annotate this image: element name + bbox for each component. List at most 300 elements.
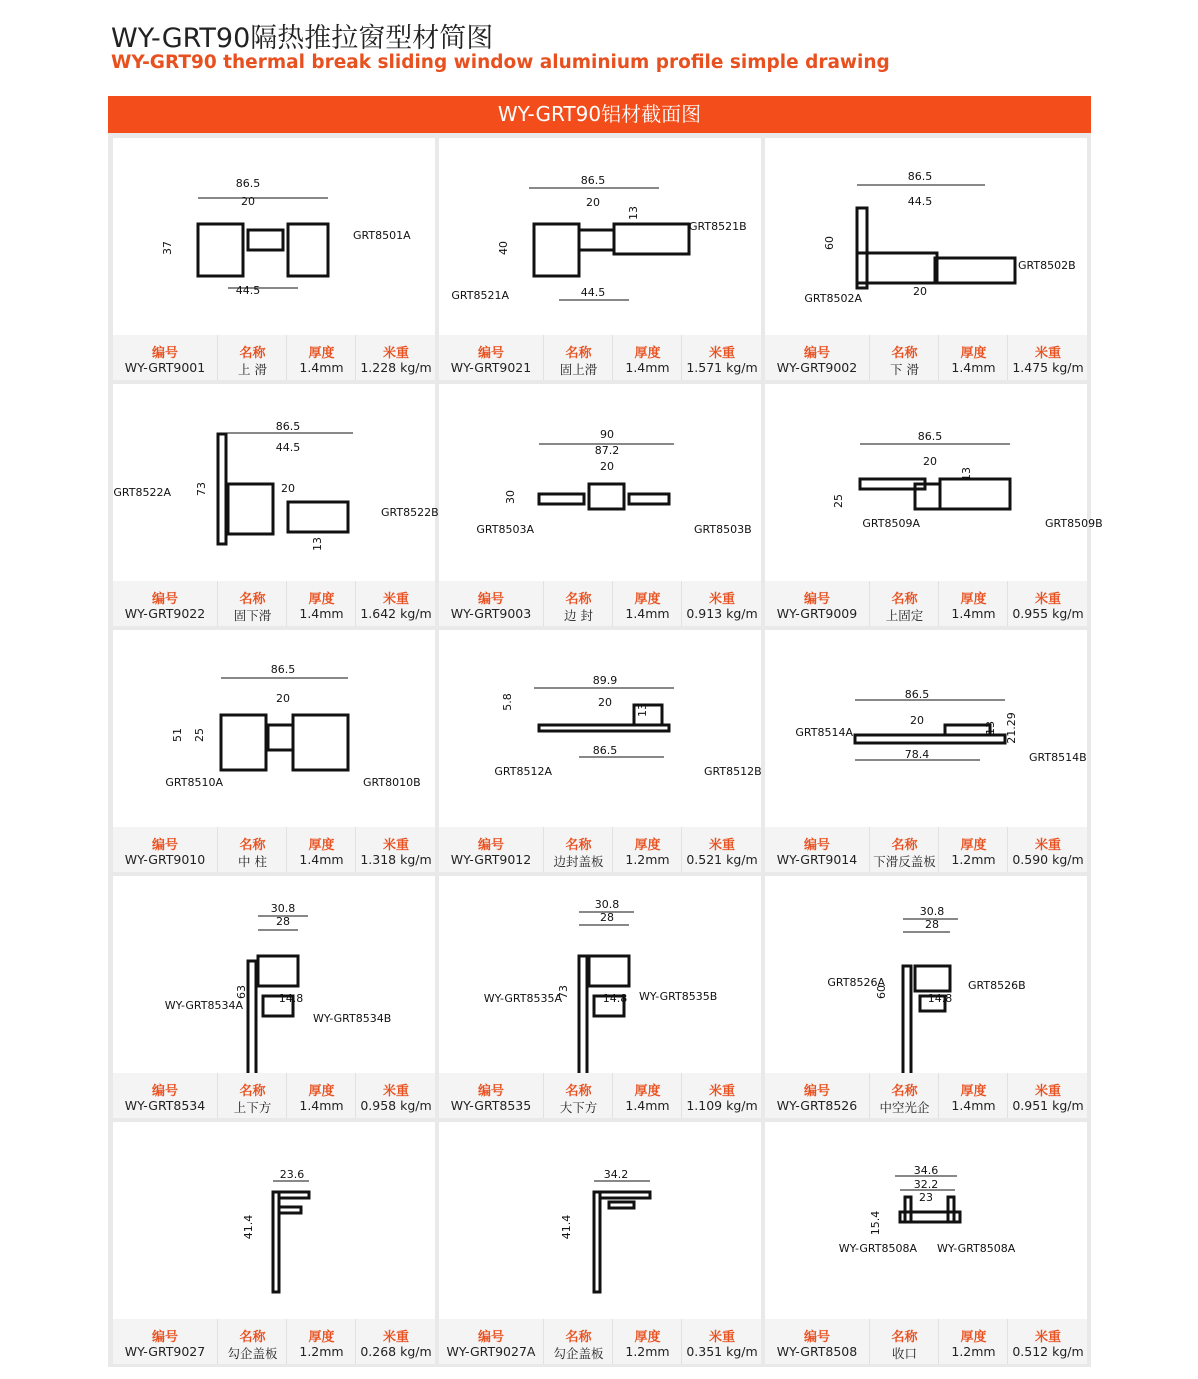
part-code-label: GRT8503B xyxy=(694,523,752,536)
profile-card xyxy=(439,384,761,626)
spec-cell-code xyxy=(113,335,217,380)
spec-header-weight: 米重 xyxy=(1034,346,1061,361)
spec-value-name: 中 柱 xyxy=(238,854,267,869)
spec-cell-thickness xyxy=(612,1073,682,1118)
spec-value-thickness: 1.4mm xyxy=(299,852,344,867)
spec-value-thickness: 1.4mm xyxy=(299,1098,344,1113)
part-code-label: GRT8521A xyxy=(451,289,509,302)
spec-table xyxy=(113,1073,435,1118)
profile-shape xyxy=(903,966,911,1076)
spec-table xyxy=(439,335,761,380)
dimension-label: 37 xyxy=(161,241,174,255)
spec-cell-weight xyxy=(355,1319,436,1364)
spec-value-name: 中空光企 xyxy=(879,1100,930,1115)
spec-value-code: WY-GRT9009 xyxy=(776,606,858,621)
spec-value-thickness: 1.2mm xyxy=(625,1344,670,1359)
dimension-label: 86.5 xyxy=(235,177,261,190)
spec-header-weight: 米重 xyxy=(1034,1084,1061,1099)
spec-header-thickness: 厚度 xyxy=(960,1084,987,1099)
spec-cell-name xyxy=(543,581,613,626)
spec-header-weight: 米重 xyxy=(708,1330,735,1345)
dimension-label: 20 xyxy=(241,195,255,208)
spec-cell-weight xyxy=(355,581,436,626)
spec-value-thickness: 1.4mm xyxy=(625,606,670,621)
spec-value-code: WY-GRT8526 xyxy=(776,1098,858,1113)
spec-value-thickness: 1.2mm xyxy=(951,1344,996,1359)
dimension-label: 30.8 xyxy=(919,905,945,918)
dimension-label: 86.5 xyxy=(904,688,930,701)
spec-value-thickness: 1.4mm xyxy=(299,360,344,375)
profile-card xyxy=(439,630,761,872)
profile-card xyxy=(113,1122,435,1364)
profile-card xyxy=(765,630,1087,872)
dimension-label: 89.9 xyxy=(592,674,618,687)
spec-header-weight: 米重 xyxy=(382,1330,409,1345)
dimension-label: 28 xyxy=(276,915,290,928)
spec-table xyxy=(113,581,435,626)
profile-shape xyxy=(218,434,226,544)
profile-card xyxy=(765,384,1103,626)
spec-value-thickness: 1.2mm xyxy=(625,852,670,867)
profile-drawing xyxy=(765,876,1087,1073)
spec-cell-name xyxy=(217,827,287,872)
spec-cell-thickness xyxy=(938,1073,1008,1118)
spec-cell-code xyxy=(113,827,217,872)
spec-header-thickness: 厚度 xyxy=(960,346,987,361)
spec-value-name: 边 封 xyxy=(564,608,593,623)
spec-value-name: 勾企盖板 xyxy=(553,1346,604,1361)
spec-cell-thickness xyxy=(612,827,682,872)
profile-shape xyxy=(935,258,1015,283)
dimension-label: 51 xyxy=(171,728,184,742)
spec-header-thickness: 厚度 xyxy=(308,1084,335,1099)
part-code-label: WY-GRT8508A xyxy=(937,1242,1016,1255)
part-code-label: GRT8521B xyxy=(689,220,747,233)
dimension-label: 44.5 xyxy=(275,441,301,454)
part-code-label: GRT8501A xyxy=(353,229,411,242)
dimension-label: 25 xyxy=(193,728,206,742)
profile-card xyxy=(439,1122,761,1364)
profile-shape xyxy=(288,224,328,276)
page-subtitle: WY-GRT90 thermal break sliding window aluminium profile simple drawing xyxy=(111,52,890,73)
dimension-label: 34.2 xyxy=(603,1168,629,1181)
dimension-label: 20 xyxy=(913,285,927,298)
profile-shape xyxy=(539,494,584,504)
dimension-label: 15.4 xyxy=(869,1210,882,1236)
profile-drawing xyxy=(765,384,1103,581)
dimension-label: 13 xyxy=(627,206,640,220)
dimension-label: 5.8 xyxy=(501,693,514,711)
dimension-label: 20 xyxy=(923,455,937,468)
spec-cell-code xyxy=(439,581,543,626)
dimension-label: 63 xyxy=(235,985,248,999)
spec-cell-code xyxy=(765,827,869,872)
part-code-label: GRT8502B xyxy=(1018,259,1076,272)
spec-header-name: 名称 xyxy=(891,346,918,361)
part-code-label: GRT8509A xyxy=(862,517,920,530)
spec-value-code: WY-GRT9021 xyxy=(450,360,532,375)
spec-header-name: 名称 xyxy=(891,1084,918,1099)
spec-value-code: WY-GRT9027A xyxy=(446,1344,536,1359)
dimension-label: 60 xyxy=(823,236,836,250)
spec-header-thickness: 厚度 xyxy=(308,838,335,853)
spec-header-name: 名称 xyxy=(891,592,918,607)
profile-drawing xyxy=(765,1122,1087,1319)
spec-header-weight: 米重 xyxy=(382,592,409,607)
spec-value-weight: 0.351 kg/m xyxy=(686,1344,758,1359)
spec-value-name: 大下方 xyxy=(559,1100,598,1115)
spec-header-thickness: 厚度 xyxy=(960,838,987,853)
dimension-label: 20 xyxy=(910,714,924,727)
spec-cell-name xyxy=(869,335,939,380)
profile-shape xyxy=(534,224,579,276)
profile-shape xyxy=(221,715,266,770)
spec-header-weight: 米重 xyxy=(708,592,735,607)
spec-header-name: 名称 xyxy=(239,1330,266,1345)
spec-header-name: 名称 xyxy=(239,1084,266,1099)
spec-cell-weight xyxy=(355,1073,436,1118)
spec-cell-name xyxy=(217,335,287,380)
profile-shape xyxy=(857,253,937,283)
spec-header-code: 编号 xyxy=(803,592,830,607)
spec-header-name: 名称 xyxy=(565,346,592,361)
spec-cell-weight xyxy=(681,827,762,872)
spec-cell-name xyxy=(543,1319,613,1364)
profile-shape xyxy=(614,224,689,254)
spec-cell-code xyxy=(439,1073,543,1118)
spec-header-name: 名称 xyxy=(565,592,592,607)
spec-value-name: 收口 xyxy=(891,1346,917,1361)
spec-header-thickness: 厚度 xyxy=(308,592,335,607)
spec-value-weight: 0.512 kg/m xyxy=(1012,1344,1084,1359)
spec-value-name: 边封盖板 xyxy=(553,854,604,869)
spec-table xyxy=(765,1319,1087,1364)
spec-value-thickness: 1.4mm xyxy=(951,360,996,375)
spec-cell-weight xyxy=(681,335,762,380)
spec-value-thickness: 1.2mm xyxy=(951,852,996,867)
spec-header-name: 名称 xyxy=(239,838,266,853)
spec-table xyxy=(765,827,1087,872)
dimension-label: 30.8 xyxy=(270,902,296,915)
profile-shape xyxy=(293,715,348,770)
spec-cell-code xyxy=(765,335,869,380)
profile-drawing xyxy=(439,876,761,1073)
spec-cell-name xyxy=(543,335,613,380)
spec-value-weight: 0.955 kg/m xyxy=(1012,606,1084,621)
spec-table xyxy=(113,827,435,872)
spec-header-name: 名称 xyxy=(891,1330,918,1345)
spec-value-name: 固下滑 xyxy=(233,608,272,623)
spec-cell-name xyxy=(869,1073,939,1118)
spec-cell-weight xyxy=(681,581,762,626)
profile-shape xyxy=(248,961,256,1081)
spec-cell-code xyxy=(765,1319,869,1364)
spec-cell-weight xyxy=(355,335,436,380)
spec-value-thickness: 1.4mm xyxy=(951,1098,996,1113)
profile-grid xyxy=(108,133,1103,1367)
page-title: WY-GRT90隔热推拉窗型材简图 xyxy=(111,23,494,54)
spec-value-name: 固上滑 xyxy=(559,362,598,377)
spec-cell-weight xyxy=(355,827,436,872)
spec-cell-weight xyxy=(1007,1319,1088,1364)
profile-card xyxy=(439,138,761,380)
part-code-label: WY-GRT8535A xyxy=(483,992,562,1005)
spec-header-name: 名称 xyxy=(565,838,592,853)
dimension-label: 41.4 xyxy=(560,1214,573,1240)
dimension-label: 78.4 xyxy=(904,748,930,761)
dimension-label: 13 xyxy=(636,703,649,717)
spec-value-code: WY-GRT9001 xyxy=(124,360,206,375)
profile-shape xyxy=(940,479,1010,509)
spec-value-weight: 1.475 kg/m xyxy=(1012,360,1084,375)
spec-cell-thickness xyxy=(286,335,356,380)
spec-value-code: WY-GRT9027 xyxy=(124,1344,206,1359)
profile-drawing xyxy=(113,384,439,581)
spec-table xyxy=(439,1319,761,1364)
dimension-label: 60 xyxy=(875,985,888,999)
profile-shape xyxy=(279,1207,301,1213)
spec-header-weight: 米重 xyxy=(382,1084,409,1099)
dimension-label: 86.5 xyxy=(592,744,618,757)
profile-drawing xyxy=(113,876,435,1073)
spec-value-code: WY-GRT9022 xyxy=(124,606,206,621)
spec-value-weight: 1.109 kg/m xyxy=(686,1098,758,1113)
spec-cell-thickness xyxy=(286,827,356,872)
spec-header-thickness: 厚度 xyxy=(960,1330,987,1345)
spec-value-weight: 0.951 kg/m xyxy=(1012,1098,1084,1113)
spec-header-thickness: 厚度 xyxy=(308,346,335,361)
dimension-label: 44.5 xyxy=(907,195,933,208)
spec-cell-name xyxy=(869,1319,939,1364)
spec-cell-name xyxy=(869,581,939,626)
spec-header-name: 名称 xyxy=(891,838,918,853)
spec-value-name: 上固定 xyxy=(885,608,924,623)
spec-cell-name xyxy=(217,1073,287,1118)
spec-header-code: 编号 xyxy=(151,838,178,853)
profile-shape xyxy=(579,956,587,1086)
dimension-label: 32.2 xyxy=(913,1178,939,1191)
spec-table xyxy=(765,581,1087,626)
spec-cell-thickness xyxy=(286,1073,356,1118)
part-code-label: GRT8010B xyxy=(363,776,421,789)
dimension-label: 86.5 xyxy=(270,663,296,676)
dimension-label: 28 xyxy=(600,911,614,924)
spec-value-weight: 0.268 kg/m xyxy=(360,1344,432,1359)
spec-cell-weight xyxy=(1007,1073,1088,1118)
spec-header-code: 编号 xyxy=(477,1084,504,1099)
spec-header-thickness: 厚度 xyxy=(634,1084,661,1099)
spec-cell-thickness xyxy=(286,1319,356,1364)
profile-drawing xyxy=(439,1122,761,1319)
dimension-label: 20 xyxy=(600,460,614,473)
spec-header-thickness: 厚度 xyxy=(634,592,661,607)
profile-shape xyxy=(948,1197,954,1222)
spec-header-code: 编号 xyxy=(151,1084,178,1099)
dimension-label: 14.8 xyxy=(927,992,953,1005)
part-code-label: GRT8514A xyxy=(795,726,853,739)
dimension-label: 41.4 xyxy=(242,1214,255,1240)
spec-header-code: 编号 xyxy=(803,1084,830,1099)
spec-cell-code xyxy=(113,1073,217,1118)
dimension-label: 44.5 xyxy=(580,286,606,299)
spec-header-weight: 米重 xyxy=(1034,838,1061,853)
spec-value-thickness: 1.4mm xyxy=(951,606,996,621)
spec-cell-code xyxy=(113,581,217,626)
profile-drawing xyxy=(439,384,761,581)
spec-value-code: WY-GRT9010 xyxy=(124,852,206,867)
spec-cell-thickness xyxy=(286,581,356,626)
spec-value-code: WY-GRT9012 xyxy=(450,852,532,867)
profile-card xyxy=(113,384,439,626)
spec-value-code: WY-GRT8535 xyxy=(450,1098,532,1113)
profile-card xyxy=(113,876,435,1118)
spec-value-code: WY-GRT8508 xyxy=(776,1344,858,1359)
profile-shape xyxy=(288,502,348,532)
spec-cell-name xyxy=(217,581,287,626)
spec-cell-name xyxy=(217,1319,287,1364)
spec-cell-code xyxy=(113,1319,217,1364)
dimension-label: 73 xyxy=(195,482,208,496)
dimension-label: 73 xyxy=(557,985,570,999)
spec-header-code: 编号 xyxy=(477,1330,504,1345)
spec-header-code: 编号 xyxy=(803,346,830,361)
spec-cell-weight xyxy=(681,1319,762,1364)
spec-table xyxy=(439,1073,761,1118)
spec-cell-weight xyxy=(1007,581,1088,626)
spec-cell-code xyxy=(765,1073,869,1118)
dimension-label: 86.5 xyxy=(275,420,301,433)
spec-cell-name xyxy=(543,1073,613,1118)
profile-card xyxy=(765,138,1087,380)
dimension-label: 20 xyxy=(276,692,290,705)
dimension-label: 86.5 xyxy=(917,430,943,443)
spec-header-name: 名称 xyxy=(239,346,266,361)
part-code-label: GRT8503A xyxy=(476,523,534,536)
part-code-label: GRT8509B xyxy=(1045,517,1103,530)
spec-header-thickness: 厚度 xyxy=(634,346,661,361)
spec-header-weight: 米重 xyxy=(708,346,735,361)
spec-header-weight: 米重 xyxy=(1034,1330,1061,1345)
dimension-label: 30.8 xyxy=(594,898,620,911)
spec-header-code: 编号 xyxy=(151,1330,178,1345)
spec-cell-weight xyxy=(1007,335,1088,380)
spec-cell-code xyxy=(765,581,869,626)
spec-value-weight: 1.642 kg/m xyxy=(360,606,432,621)
spec-value-weight: 0.590 kg/m xyxy=(1012,852,1084,867)
section-banner: WY-GRT90铝材截面图 xyxy=(108,96,1091,133)
thermal-strip xyxy=(248,230,283,250)
dimension-label: 20 xyxy=(586,196,600,209)
profile-shape xyxy=(198,224,243,276)
spec-table xyxy=(439,827,761,872)
spec-cell-thickness xyxy=(612,581,682,626)
spec-cell-code xyxy=(439,335,543,380)
dimension-label: 34.6 xyxy=(913,1164,939,1177)
dimension-label: 14.8 xyxy=(278,992,304,1005)
spec-header-code: 编号 xyxy=(477,838,504,853)
profile-shape xyxy=(600,1192,650,1198)
spec-value-thickness: 1.4mm xyxy=(625,1098,670,1113)
spec-value-thickness: 1.4mm xyxy=(299,606,344,621)
spec-table xyxy=(765,335,1087,380)
dimension-label: 90 xyxy=(600,428,614,441)
profile-shape xyxy=(258,956,298,986)
dimension-label: 21.29 xyxy=(1005,712,1018,744)
profile-drawing xyxy=(439,630,761,827)
spec-cell-thickness xyxy=(938,581,1008,626)
dimension-label: 13 xyxy=(311,537,324,551)
dimension-label: 20 xyxy=(281,482,295,495)
profile-card xyxy=(439,876,761,1118)
dimension-label: 40 xyxy=(497,241,510,255)
spec-header-weight: 米重 xyxy=(1034,592,1061,607)
spec-header-code: 编号 xyxy=(803,1330,830,1345)
spec-value-code: WY-GRT9014 xyxy=(776,852,858,867)
spec-header-weight: 米重 xyxy=(382,346,409,361)
spec-value-name: 下滑反盖板 xyxy=(873,854,936,869)
profile-drawing xyxy=(113,1122,435,1319)
profile-shape xyxy=(629,494,669,504)
dimension-label: 13 xyxy=(960,467,973,481)
spec-cell-name xyxy=(543,827,613,872)
dimension-label: 44.5 xyxy=(235,284,261,297)
spec-cell-thickness xyxy=(612,1319,682,1364)
spec-value-weight: 1.228 kg/m xyxy=(360,360,432,375)
profile-shape xyxy=(915,966,950,991)
profile-drawing xyxy=(439,138,761,335)
spec-table xyxy=(439,581,761,626)
spec-value-code: WY-GRT9002 xyxy=(776,360,858,375)
part-code-label: GRT8512A xyxy=(494,765,552,778)
dimension-label: 28 xyxy=(925,918,939,931)
spec-header-thickness: 厚度 xyxy=(308,1330,335,1345)
spec-value-name: 勾企盖板 xyxy=(227,1346,278,1361)
spec-header-name: 名称 xyxy=(565,1330,592,1345)
spec-value-thickness: 1.2mm xyxy=(299,1344,344,1359)
part-code-label: GRT8510A xyxy=(165,776,223,789)
profile-shape xyxy=(905,1197,911,1222)
profile-drawing xyxy=(765,630,1087,827)
profile-drawing xyxy=(113,630,435,827)
dimension-label: 23.6 xyxy=(279,1168,305,1181)
spec-header-thickness: 厚度 xyxy=(634,1330,661,1345)
spec-header-weight: 米重 xyxy=(708,838,735,853)
profile-card xyxy=(765,1122,1087,1364)
spec-cell-thickness xyxy=(938,827,1008,872)
spec-cell-code xyxy=(439,1319,543,1364)
profile-shape xyxy=(609,1202,634,1208)
profile-drawing xyxy=(765,138,1087,335)
profile-drawing xyxy=(113,138,435,335)
spec-header-code: 编号 xyxy=(151,346,178,361)
part-code-label: GRT8526A xyxy=(827,976,885,989)
spec-header-weight: 米重 xyxy=(382,838,409,853)
part-code-label: GRT8502A xyxy=(804,292,862,305)
dimension-label: 30 xyxy=(504,490,517,504)
part-code-label: GRT8522B xyxy=(381,506,439,519)
spec-value-name: 上下方 xyxy=(233,1100,272,1115)
thermal-strip xyxy=(579,230,614,250)
spec-value-code: WY-GRT9003 xyxy=(450,606,532,621)
spec-header-code: 编号 xyxy=(477,346,504,361)
spec-value-weight: 0.913 kg/m xyxy=(686,606,758,621)
spec-value-name: 上 滑 xyxy=(238,362,267,377)
thermal-strip xyxy=(268,725,293,750)
spec-header-weight: 米重 xyxy=(708,1084,735,1099)
dimension-label: 86.5 xyxy=(580,174,606,187)
dimension-label: 25 xyxy=(832,494,845,508)
profile-shape xyxy=(228,484,273,534)
